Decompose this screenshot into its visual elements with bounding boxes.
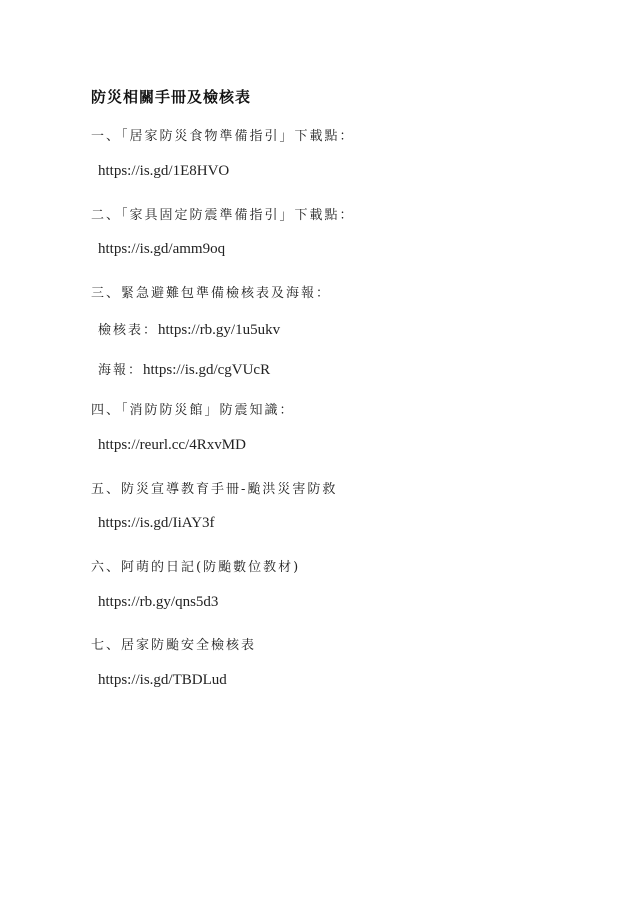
section-link-6 bbox=[98, 594, 218, 611]
item-label: 海報： bbox=[98, 363, 144, 378]
url-link[interactable]: https://is.gd/cgVUcR bbox=[143, 362, 271, 378]
section-heading-3: 三、緊急避難包準備檢核表及海報： bbox=[91, 286, 332, 301]
section-link-1 bbox=[98, 163, 229, 180]
section-heading-1: 一、「居家防災食物準備指引」下載點： bbox=[91, 129, 355, 144]
section-heading-7: 七、居家防颱安全檢核表 bbox=[91, 638, 257, 653]
section-heading-2: 二、「家具固定防震準備指引」下載點： bbox=[91, 208, 355, 223]
section-heading-6: 六、阿萌的日記(防颱數位教材) bbox=[91, 560, 301, 575]
section-link-7 bbox=[98, 672, 227, 689]
url-link[interactable]: https://rb.gy/1u5ukv bbox=[158, 322, 281, 338]
section-heading-5: 五、防災宣導教育手冊-颱洪災害防救 bbox=[91, 482, 338, 497]
section-heading-4: 四、「消防防災館」防震知識： bbox=[91, 403, 295, 418]
url-link[interactable]: https://is.gd/IiAY3f bbox=[98, 515, 215, 531]
section-link-2 bbox=[98, 241, 225, 258]
section-link-5 bbox=[98, 515, 215, 532]
section-link-3-poster bbox=[98, 359, 270, 379]
url-link[interactable]: https://reurl.cc/4RxvMD bbox=[98, 437, 246, 453]
url-link[interactable]: https://is.gd/amm9oq bbox=[98, 241, 226, 257]
section-link-4 bbox=[98, 437, 246, 454]
section-link-3-checklist bbox=[98, 319, 280, 339]
url-link[interactable]: https://is.gd/TBDLud bbox=[98, 672, 227, 688]
url-link[interactable]: https://is.gd/1E8HVO bbox=[98, 163, 230, 179]
document-title: 防災相關手冊及檢核表 bbox=[91, 88, 252, 106]
item-label: 檢核表： bbox=[98, 323, 159, 338]
url-link[interactable]: https://rb.gy/qns5d3 bbox=[98, 594, 219, 610]
